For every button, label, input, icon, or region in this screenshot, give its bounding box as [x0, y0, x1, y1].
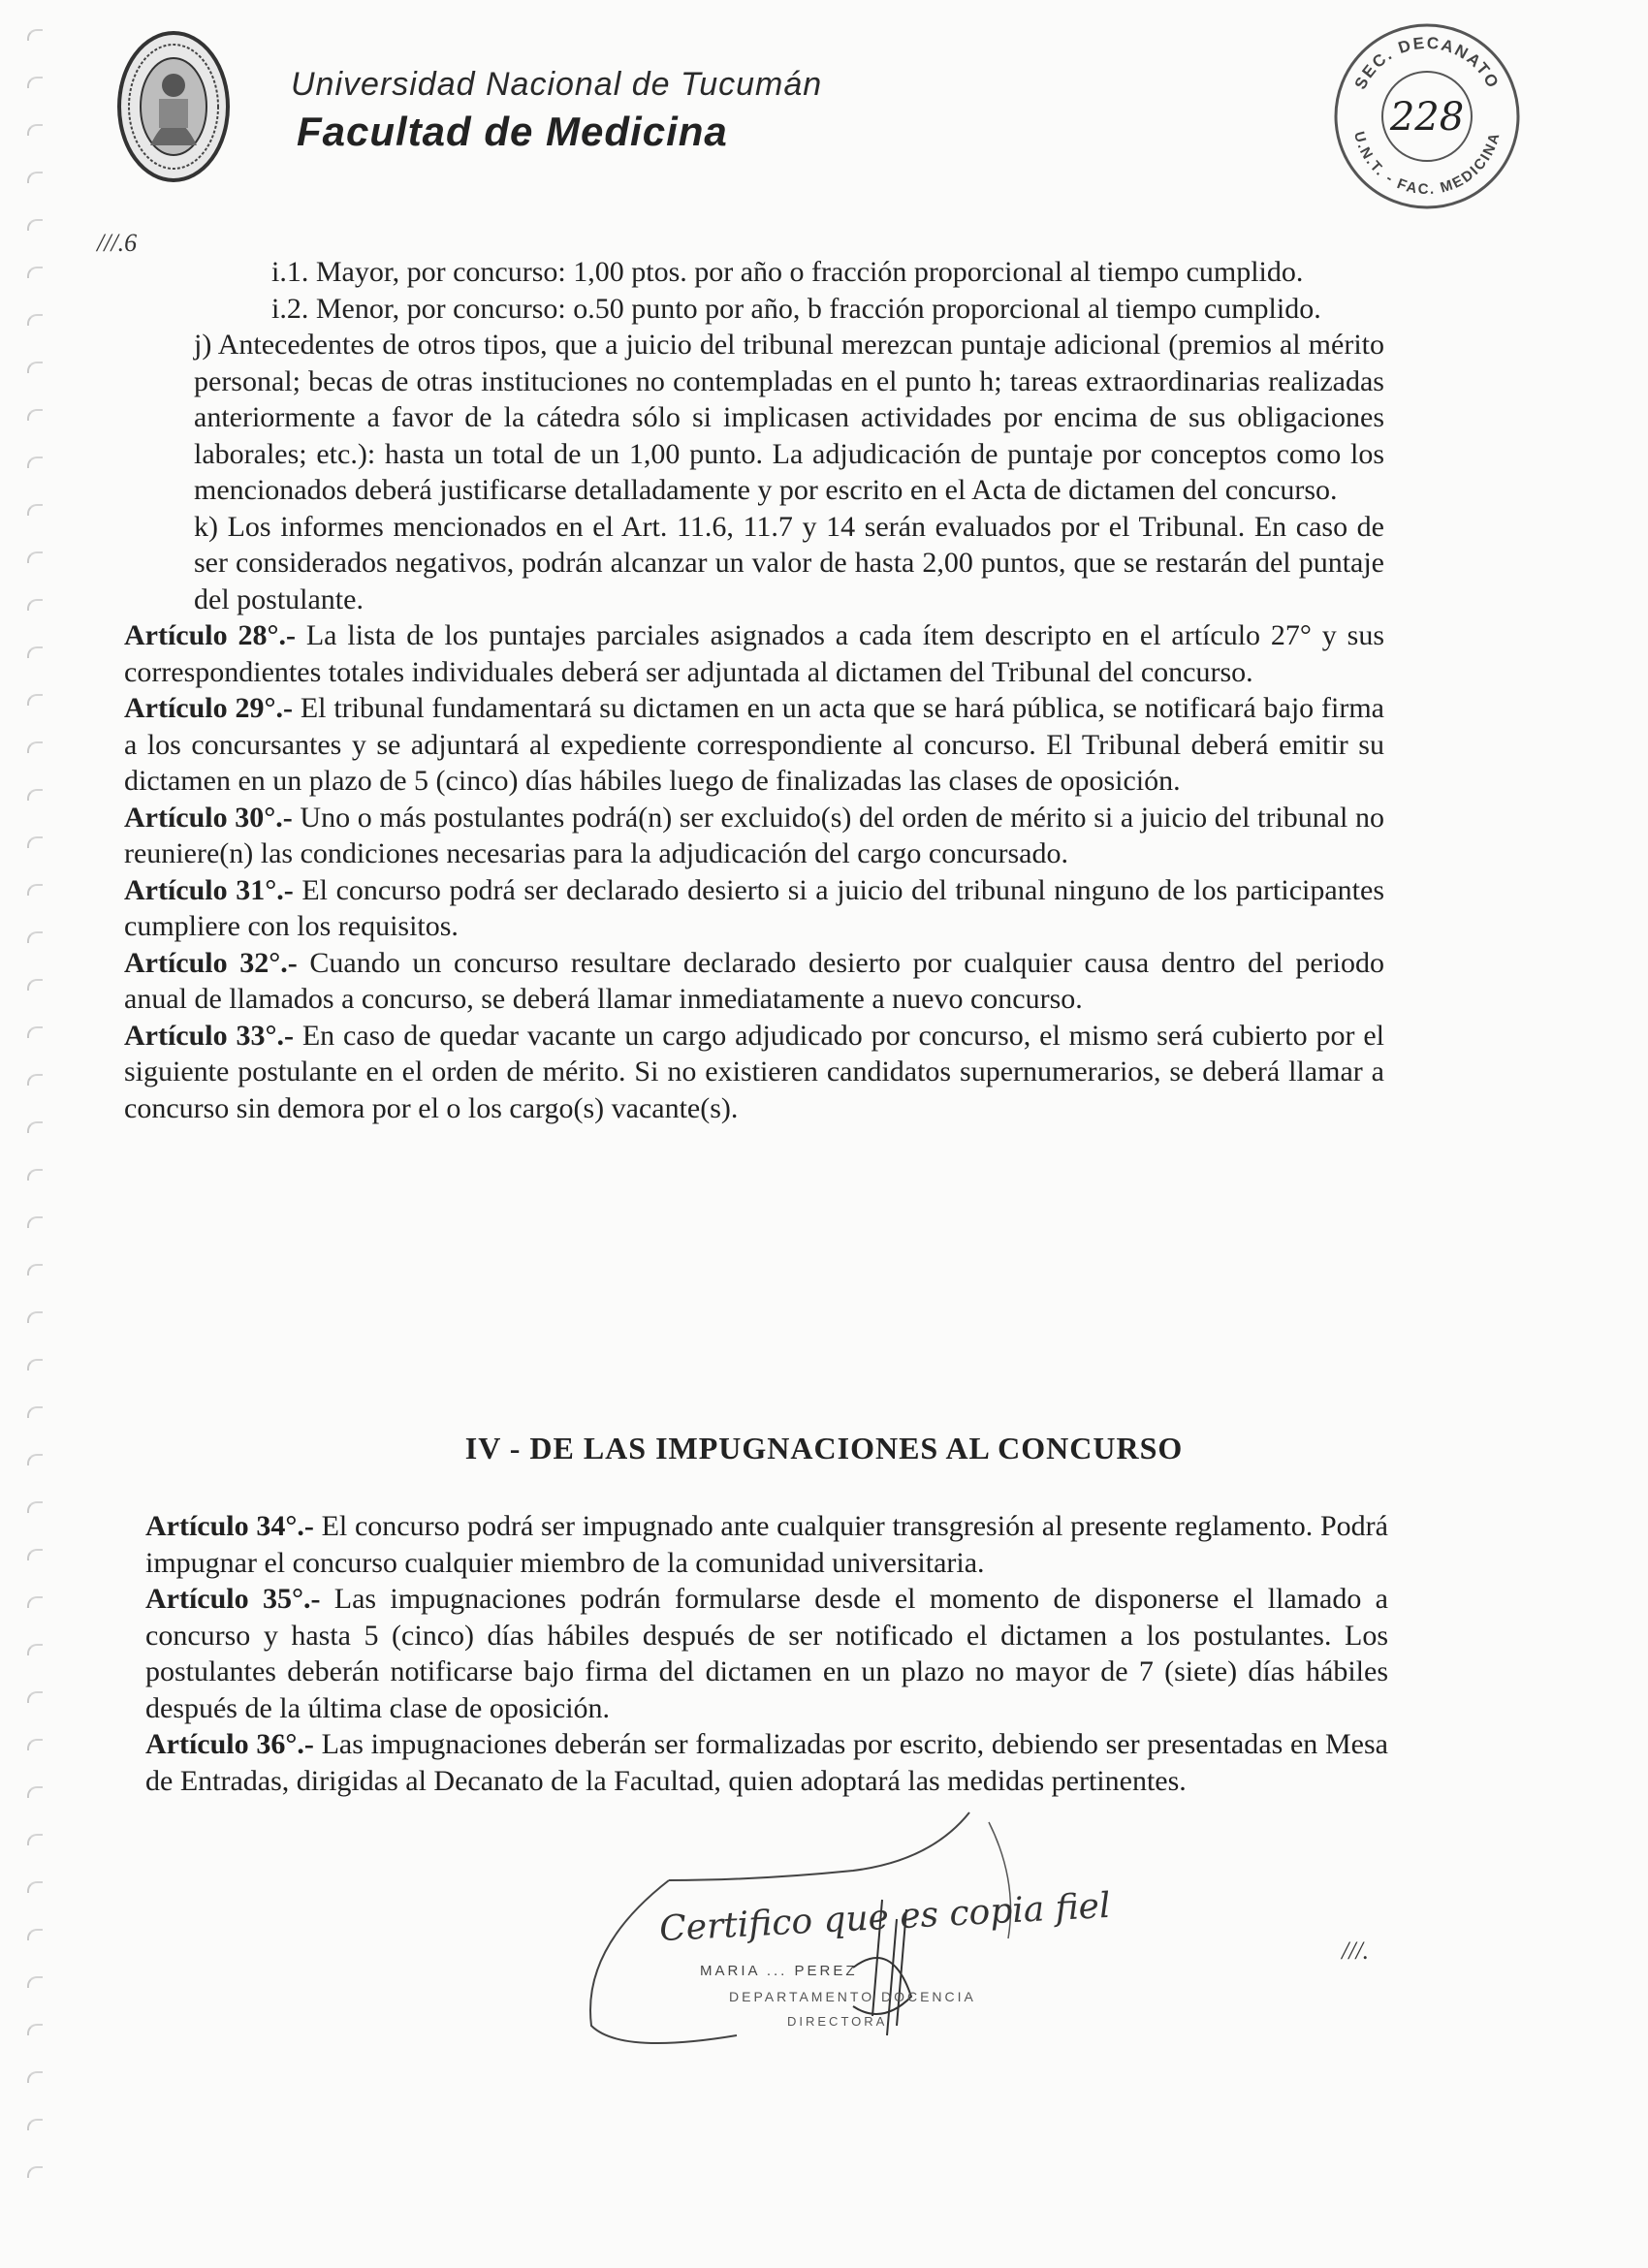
binder-hole-icon: [27, 29, 43, 41]
binder-hole-icon: [27, 77, 43, 88]
binder-hole-icon: [27, 836, 43, 848]
binder-hole-icon: [27, 1359, 43, 1370]
article-label: Artículo 33°.-: [124, 1019, 294, 1052]
article-text: Uno o más postulantes podrá(n) ser excluido(s) del orden de mérito si a juicio del tribunal no reuniere(n) las condiciones necesarias para la adjudicación del cargo concursado.: [124, 801, 1384, 869]
binder-hole-icon: [27, 1976, 43, 1988]
university-seal-icon: [116, 29, 231, 184]
article-text: Cuando un concurso resultare declarado desierto por cualquier causa dentro del periodo anual de llamados a concurso, se deberá llamar inmediatamente a nuevo concurso.: [124, 946, 1384, 1015]
stamp-folio: 228: [1389, 95, 1465, 140]
article-text: El concurso podrá ser impugnado ante cualquier transgresión al presente reglamento. Podrá impugnar el concurso cualquier miembro de la comunidad universitaria.: [145, 1510, 1388, 1579]
binder-hole-icon: [27, 979, 43, 991]
binder-hole-icon: [27, 646, 43, 658]
binder-hole-icon: [27, 457, 43, 468]
article-32: [124, 945, 1384, 1018]
binder-hole-icon: [27, 741, 43, 753]
binder-hole-icon: [27, 1026, 43, 1038]
signatory-title: DIRECTORA: [787, 2014, 888, 2029]
signatory-department: DEPARTAMENTO DOCENCIA: [729, 1989, 976, 2004]
svg-text:U.N.T. - FAC. MEDICINA: [1350, 130, 1504, 198]
article-label: Artículo 34°.-: [145, 1510, 314, 1542]
binder-hole-icon: [27, 1691, 43, 1703]
paragraph-j: j) Antecedentes de otros tipos, que a juicio del tribunal merezcan puntaje adicional (premios al mérito personal; becas de otras instituciones no contempladas en el punto h; tareas extraordinarias realizadas anteriormente a favor de la cátedra sólo si implicasen actividades por encima de sus obligaciones laborales; etc.): hasta un total de un 1,00 punto. La adjudicación de puntaje por conceptos como los mencionados deberá justificarse detalladamente y por escrito en el Acta de dictamen del concurso.: [194, 329, 1384, 506]
article-30: [124, 800, 1384, 872]
stamp-top-text: SEC. DECANATO: [1350, 33, 1504, 93]
article-label: Artículo 32°.-: [124, 946, 298, 979]
article-text: Las impugnaciones podrán formularse desde el momento de disponerse el llamado a concurso y hasta 5 (cinco) días hábiles después de ser notificado el dictamen a los postulantes. Los postulantes deberán notificarse bajo firma del dictamen en un plazo no mayor de 7 (siete) días hábiles después de la última clase de oposición.: [145, 1583, 1388, 1724]
binder-hole-icon: [27, 1264, 43, 1276]
binder-hole-icon: [27, 172, 43, 183]
binder-hole-icon: [27, 314, 43, 326]
article-label: Artículo 36°.-: [145, 1728, 314, 1760]
university-name: Universidad Nacional de Tucumán: [291, 66, 823, 103]
article-text: El tribunal fundamentará su dictamen en un acta que se hará pública, se notificará bajo firma a los concursantes y se adjuntará al expediente correspondiente al concurso. El Tribunal deberá emitir su dictamen en un plazo de 5 (cinco) días hábiles luego de finalizadas las clases de oposición.: [124, 692, 1384, 797]
signatory-name: MARIA ... PEREZ: [700, 1963, 858, 1979]
binder-hole-icon: [27, 1834, 43, 1845]
binder-hole-icon: [27, 884, 43, 896]
binder-hole-icon: [27, 409, 43, 421]
article-28: [124, 617, 1384, 690]
paragraph-i2: i.2. Menor, por concurso: o.50 punto por año, b fracción proporcional al tiempo cumplido.: [271, 292, 1321, 325]
article-label: Artículo 29°.-: [124, 692, 293, 724]
binder-hole-icon: [27, 1881, 43, 1893]
binder-holes: [21, 29, 50, 2239]
section-title: IV - DE LAS IMPUGNACIONES AL CONCURSO: [464, 1431, 1184, 1465]
article-label: Artículo 31°.-: [124, 873, 294, 906]
article-29: [124, 690, 1384, 800]
binder-hole-icon: [27, 124, 43, 136]
binder-hole-icon: [27, 1501, 43, 1513]
body-text-section-2: [145, 1508, 1388, 1799]
binder-hole-icon: [27, 1169, 43, 1181]
binder-hole-icon: [27, 2166, 43, 2178]
paragraph-i1: i.1. Mayor, por concurso: 1,00 ptos. por año o fracción proporcional al tiempo cumplido.: [271, 256, 1304, 288]
binder-hole-icon: [27, 2024, 43, 2035]
binder-hole-icon: [27, 931, 43, 943]
article-text: En caso de quedar vacante un cargo adjudicado por concurso, el mismo será cubierto por el siguiente postulante en el orden de mérito. Si no existieren candidatos supernumerarios, se deberá llamar a concurso sin demora por el o los cargo(s) vacante(s).: [124, 1019, 1384, 1124]
binder-hole-icon: [27, 1929, 43, 1940]
binder-hole-icon: [27, 1596, 43, 1608]
binder-hole-icon: [27, 2119, 43, 2130]
article-label: Artículo 28°.-: [124, 619, 296, 651]
binder-hole-icon: [27, 1074, 43, 1086]
binder-hole-icon: [27, 1216, 43, 1228]
continuation-mark: ///.: [1342, 1937, 1370, 1965]
page-reference: ///.6: [97, 229, 138, 257]
stamp-bottom-text: U.N.T. - FAC. MEDICINA: [1350, 129, 1504, 199]
article-31: [124, 872, 1384, 945]
binder-hole-icon: [27, 362, 43, 373]
article-text: El concurso podrá ser declarado desierto si a juicio del tribunal ninguno de los participantes cumpliere con los requisitos.: [124, 873, 1384, 942]
binder-hole-icon: [27, 1406, 43, 1418]
binder-hole-icon: [27, 1644, 43, 1655]
binder-hole-icon: [27, 1549, 43, 1560]
binder-hole-icon: [27, 694, 43, 706]
binder-hole-icon: [27, 219, 43, 231]
binder-hole-icon: [27, 1739, 43, 1750]
article-36: [145, 1726, 1388, 1799]
paragraph-k: k) Los informes mencionados en el Art. 11.6, 11.7 y 14 serán evaluados por el Tribunal. En caso de ser considerados negativos, podrán alcanzar un valor de hasta 2,00 puntos, que se restarán del puntaje del postulante.: [194, 510, 1384, 615]
article-label: Artículo 35°.-: [145, 1583, 321, 1615]
article-34: [145, 1508, 1388, 1581]
binder-hole-icon: [27, 1311, 43, 1323]
binder-hole-icon: [27, 599, 43, 611]
binder-hole-icon: [27, 2071, 43, 2083]
binder-hole-icon: [27, 789, 43, 801]
faculty-name: Facultad de Medicina: [297, 109, 728, 154]
signature-icon: [562, 1803, 1047, 2094]
binder-hole-icon: [27, 551, 43, 563]
binder-hole-icon: [27, 267, 43, 278]
article-35: [145, 1581, 1388, 1726]
binder-hole-icon: [27, 1786, 43, 1798]
article-33: [124, 1018, 1384, 1127]
article-label: Artículo 30°.-: [124, 801, 293, 834]
article-text: Las impugnaciones deberán ser formalizadas por escrito, debiendo ser presentadas en Mesa de Entradas, dirigidas al Decanato de la Facultad, quien adoptará las medidas pertinentes.: [145, 1728, 1388, 1797]
binder-hole-icon: [27, 504, 43, 516]
certification-handwriting: Certifico que es copia fiel: [658, 1885, 1112, 1950]
decanato-stamp-icon: [1330, 19, 1524, 213]
body-text-section-1: [124, 254, 1384, 1126]
binder-hole-icon: [27, 1121, 43, 1133]
article-text: La lista de los puntajes parciales asignados a cada ítem descripto en el artículo 27° y sus correspondientes totales individuales deberá ser adjuntada al dictamen del Tribunal del concurso.: [124, 619, 1384, 688]
